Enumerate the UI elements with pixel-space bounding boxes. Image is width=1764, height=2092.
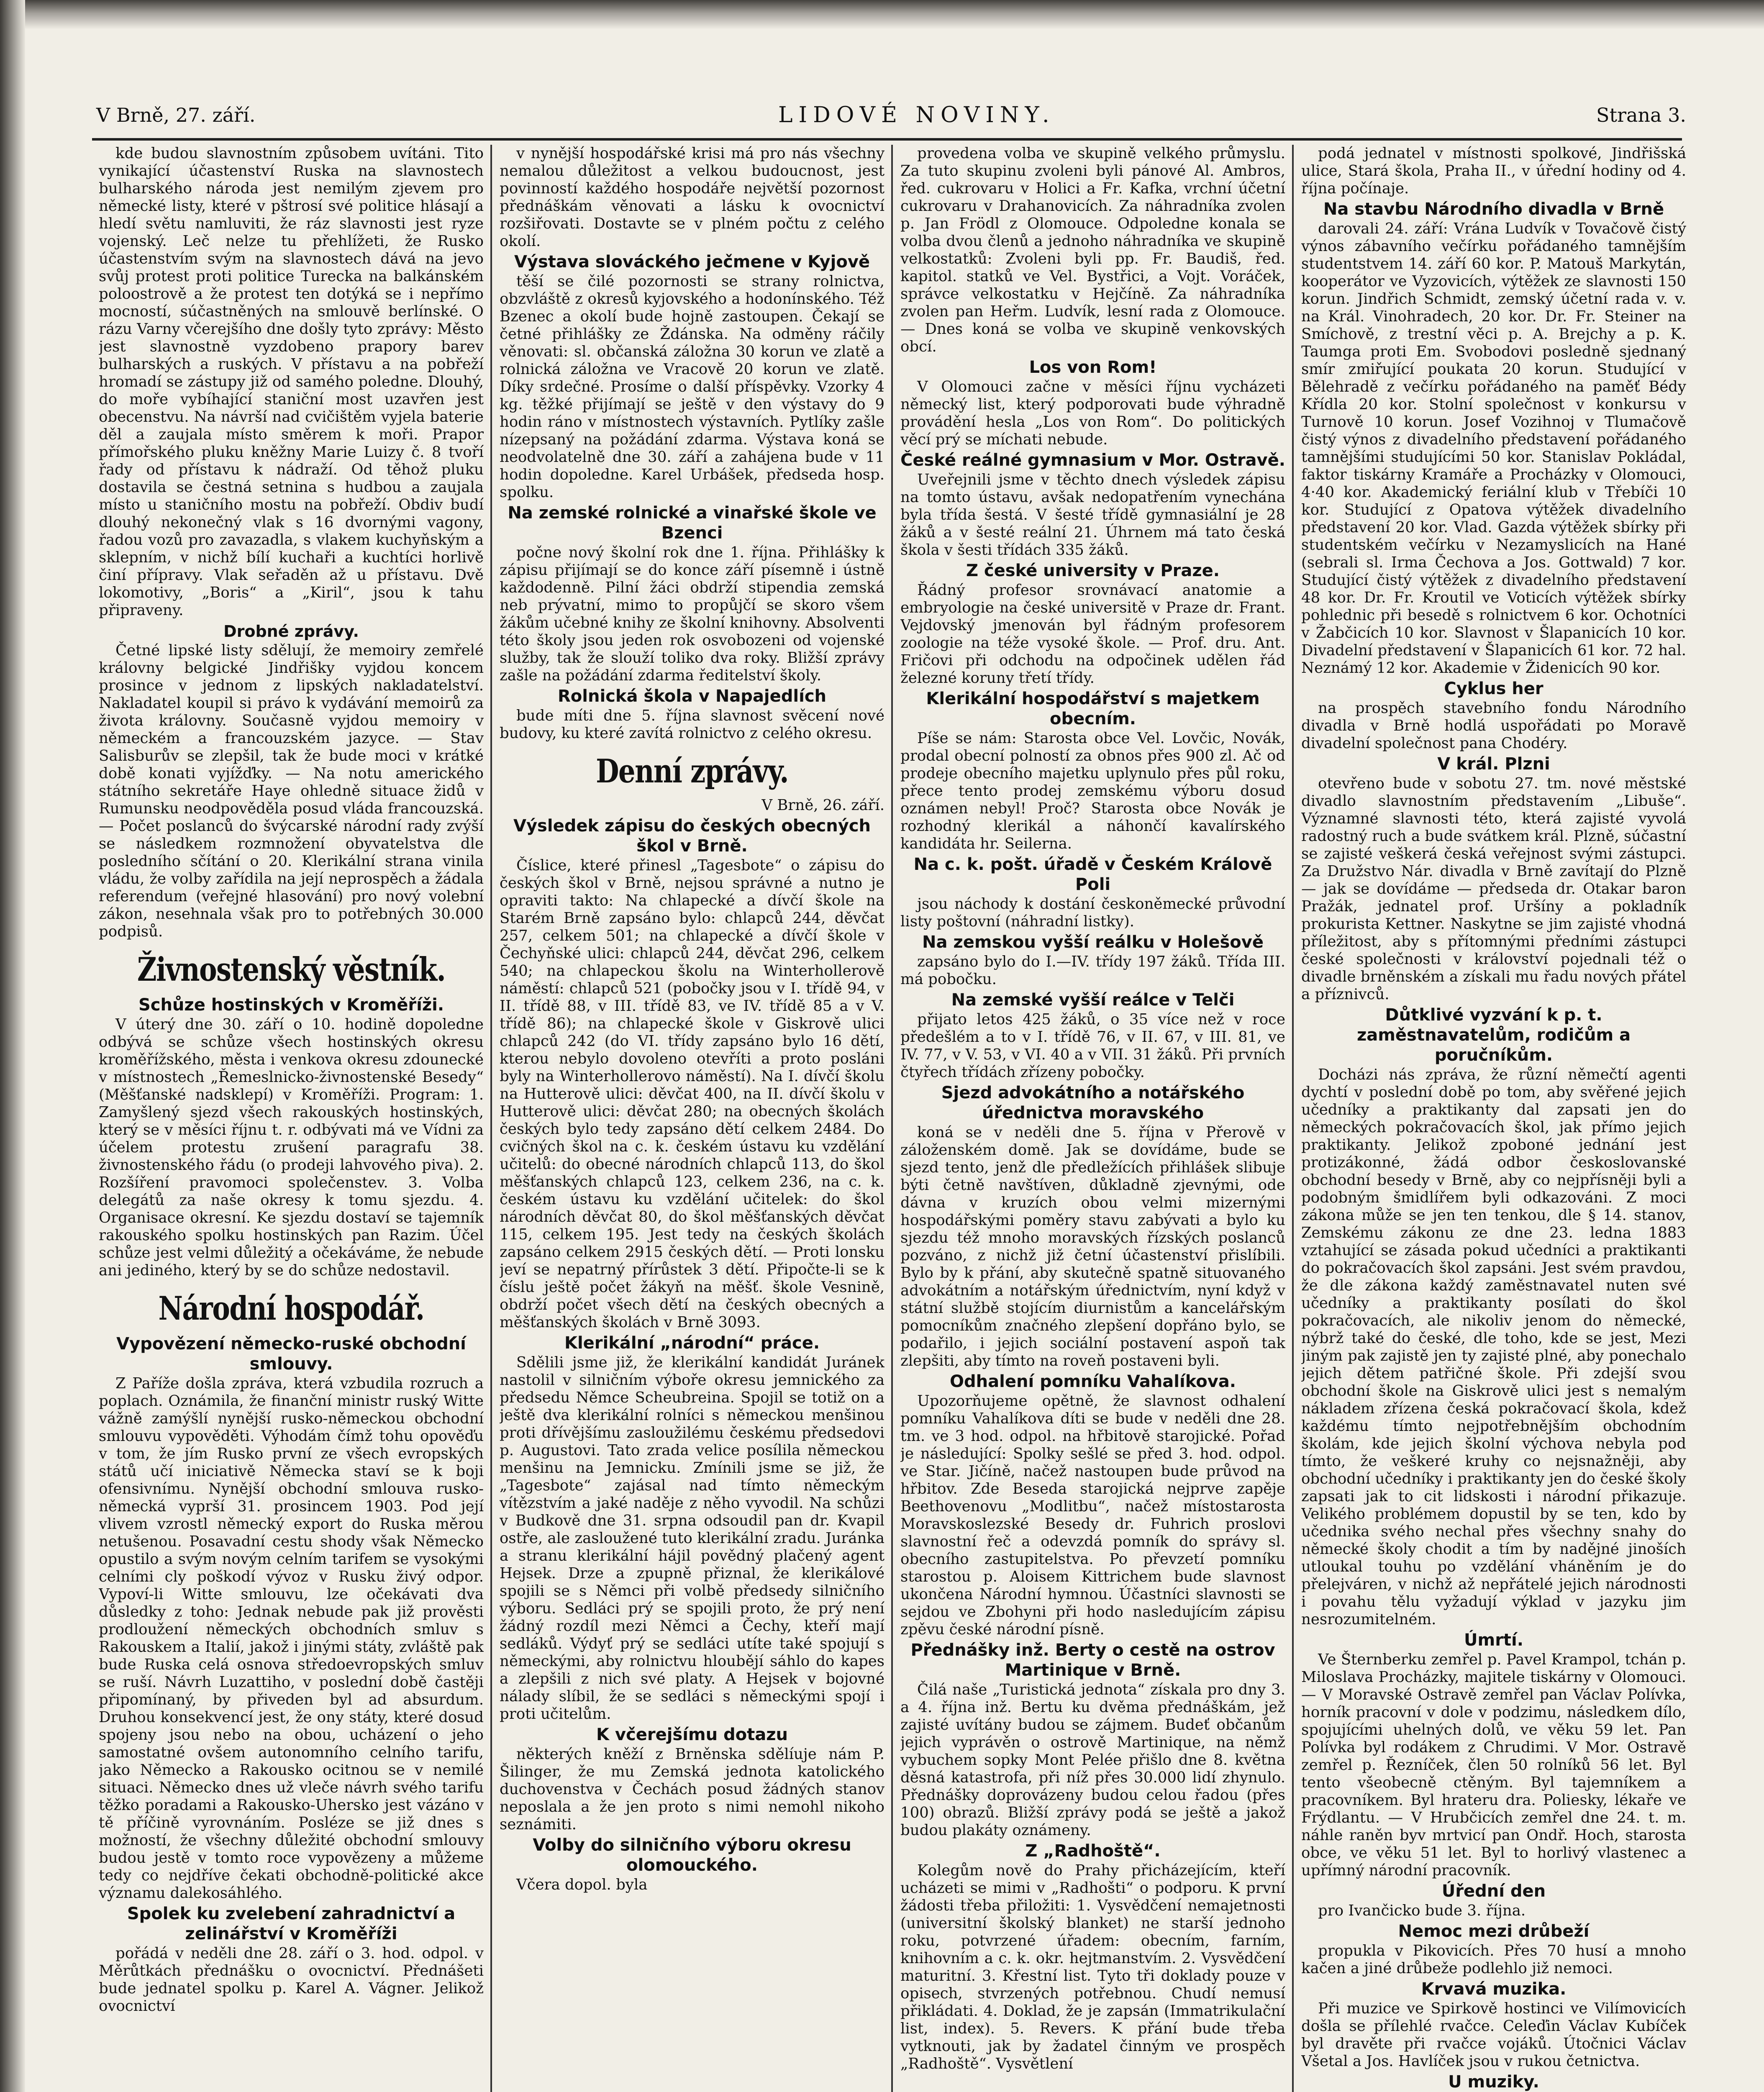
- column-1: [99, 145, 484, 2092]
- article-heading: Na c. k. pošt. úřadě v Českém Králově Poli: [913, 855, 1272, 894]
- article-paragraph: podá jednatel v místnosti spolkové, Jindřišská ulice, Stará škola, Praha II., v úřední hodiny od 4. října počínaje.: [1301, 145, 1686, 197]
- article-paragraph: provedena volba ve skupině velkého průmyslu. Za tuto skupinu zvoleni byli pánové Al. Ambros, řed. cukrovaru v Holici a Fr. Kafka, vrchní účetní cukrovaru v Drahanovicích. Za náhradníka zvolen p. Jan Frödl z Olomouce. Odpoledne konala se volba dvou členů a jednoho náhradníka ve skupině velkostatků: Zvoleni byli pp. Fr. Baudiš, řed. kapitol. statků ve Vel. Bystřici, a Vojt. Voráček, správce velkostatku v Hejčíně. Za náhradníka zvolen pan Heřm. Ludvík, lesní rada z Olomouce. — Dnes koná se volba ve skupině venkovských obcí.: [900, 145, 1285, 355]
- article-paragraph: V Olomouci začne v měsíci říjnu vycházeti německý list, který podporovati bude výhradně provádění hesla „Los von Rom“. Do politických věcí prý se míchati nebude.: [900, 378, 1285, 448]
- dateline: V Brně, 26. září.: [761, 797, 885, 814]
- article-paragraph: Uveřejnili jsme v těchto dnech výsledek zápisu na tomto ústavu, avšak nedopatřením vynechána byla třída šestá. V šesté třídě gymnasiální je 28 žáků a v šesté reální 21. Úhrnem má tato česká škola v šesti třídách 335 žáků.: [900, 471, 1285, 559]
- article-paragraph: Včera dopol. byla: [516, 1876, 648, 1893]
- header-rule: [92, 138, 1682, 141]
- article-heading: Sjezd advokátního a notářského úřednictva moravského: [941, 1083, 1245, 1123]
- article-paragraph: těší se čilé pozornosti se strany rolnictva, obzvláště z okresů kyjovského a hodonínského. Též Bzenec a okolí bude hojně zastoupen. Čekají se četné přihlášky ze Ždánska. Na odměny ráčily věnovati: sl. občanská záložna 30 korun ve zlatě a rolnická záložna ve Vracově 20 korun ve zlatě. Díky srdečné. Prosíme o další příspěvky. Vzorky 4 kg. těžké přijímají se ještě v den výstavy do 9 hodin ráno v místnostech výstavních. Pytlíky zašle nízepsaný na požádání zdarma. Výstava koná se neodvolatelně dne 30. září a zahájena bude v 11 hodin dopoledne. Karel Urbášek, předseda hosp. spolku.: [500, 273, 885, 501]
- article-paragraph: otevřeno bude v sobotu 27. tm. nové městské divadlo slavnostním představením „Libuše“. Významné slavnosti této, která zajisté vyvolá radostný ruch a bude svátkem král. Plzně, súčastní se zajisté veškerá česká veřejnost svými zástupci. Za Družstvo Nár. divadla v Brně zavítají do Plzně — jak se dovídáme — předseda dr. Otakar baron Pražák, jednatel prof. Uršíny a pokladník prokurista Kettner. Naskytne se jim zajisté vhodná příležitost, aby s přítomnými předními zástupci české společnosti v království pojednali též o divadle brněnském a získali mu řadu nových přátel a příznivců.: [1301, 775, 1686, 1003]
- article-paragraph: Docházi nás zpráva, že různí němečtí agenti dychtí v poslední době po tom, aby svěřené jejich učedníky a praktikanty dal zapsati jen do německých pokračovacích škol, jak přímo jejich praktikanty. Jelikož zpoboné jednání jest protizákonné, žádá odbor českoslovanské obchodní besedy v Brně, aby co nejpřísněji byli a podobným šmidlířem byli odkazováni. Z moci zákona může se jen ten tenkou, dle § 14. stanov, Zemskému zákonu ze dne 23. ledna 1883 vztahující se zásada pokud učedníci a praktikanti do pokračovacích škol zapsáni. Jest svém pravdou, že dle zákona každý zaměstnavatel nuten své učedníky a praktikanty posílati do škol pokračovacích, ale nikoliv jenom do německé, nýbrž také do české, dle toho, kde se jest, Mezi jiným pak zajistě jen ty zajisté plné, aby ponechalo jejich dětem patřičné škole. Při zdejší svou obchodní škole na Giskrově ulici jest s nemalým nákladem zřízena česká pokračovací škola, kdež každému tímto nejpotřebnějším obchodním školám, kde jejich školní výchova nebyla pod tímto, že veškeré kruhy co nejsnažněji, aby obchodní učedníky i praktikanty jen do české školy zapsati jak to cit lidskosti i národní přikazuje. Velikého problémem dopustil by se ten, kdo by učednika svého nechal přes všechny snahy do německé školy chodit a tím by nadějné jinoších utloukal touhu po vzdělání vháněním je do přelejváren, v nichž až nepřátelé jejich národnosti i povahu tělu vyžadují výklad v jazyku jim nesrozumitelném.: [1301, 1066, 1686, 1628]
- article-heading: Úřední den: [1441, 1882, 1546, 1901]
- article-heading: Klerikální „národní“ práce.: [564, 1333, 820, 1353]
- column-rule: [1292, 145, 1294, 2092]
- section-title: Denní zprávy.: [596, 752, 788, 790]
- article-heading: V král. Plzni: [1437, 754, 1550, 774]
- article-heading: Úmrtí.: [1464, 1631, 1523, 1650]
- article-heading: Z české university v Praze.: [966, 561, 1220, 580]
- article-paragraph: některých kněží z Brněnska sdělíuje nám P. Šilinger, že mu Zemská jednota katolického duchovenstva v Čechách posud žádných stanov neposlala a že jen proto s nimi nemohl nikoho seznámiti.: [500, 1746, 885, 1833]
- header-page-number: Strana 3.: [1596, 104, 1686, 126]
- article-heading: Volby do silničního výboru okresu olomouckého.: [533, 1836, 851, 1875]
- article-heading: Důtklivé vyzvání k p. t. zaměstnavatelům, rodičům a poručníkům.: [1356, 1005, 1631, 1065]
- article-heading: U muziky.: [1448, 2072, 1539, 2092]
- article-paragraph: Při muzice ve Spirkově hostinci ve Vilímovicích došla se přílehlé rvačce. Celeďin Václav Kubíček byl dravěte při rvačce vojáků. Útočnici Václav Všetal a Jos. Havlíček jsou v rukou četnictva.: [1301, 2000, 1686, 2070]
- article-paragraph: darovali 24. září: Vrána Ludvík v Tovačově čistý výnos zábavního večírku pořádaného tamnějším studentstvem 14. září 60 kor. P. Matouš Markytán, kooperátor ve Vyzovicích, výtěžek ze slavnosti 150 korun. Jindřich Schmidt, zemský účetní rada v. v. na Král. Vinohradech, 20 kor. Dr. Fr. Steiner na Smíchově, z trestní věci p. A. Brejchy a p. K. Taumga proti Em. Svobodovi posledně sjednaný smír zmiřující poukata 20 korun. Studující v Bělehradě z večírku pořádaného na paměť Bédy Křídla 20 kor. Stolní společnost v konkursu v Turnově 10 korun. Josef Vozihnoj v Tlumačově čistý výnos z divadelního představení pořádaného tamnějšími studujícími 50 kor. Stanislav Pokládal, faktor tiskárny Kramáře a Procházky v Olomouci, 4·40 kor. Akademický feriální klub v Třebíči 10 kor. Studující z Opatova výtěžek divadelního představení 20 kor. Vlad. Gazda výtěžek sbírky při studentském večírku v Nezamyslicích na Hané (sebrali sl. Irma Čechova a Jos. Gottwald) 7 kor. Studující čistý výtěžek z divadelního představení 48 kor. Dr. Fr. Kroutil ve Voticích výtěžek sbírky pohlednic při besedě s rolnictvem 6 kor. Ochotníci v Žabčicích 10 kor. Slavnost v Šlapanicích 10 kor. Divadelní představení v Šlapanicích 61 kor. 72 hal. Neznámý 12 kor. Akademie v Židenicích 90 kor.: [1301, 220, 1686, 677]
- column-2: [500, 145, 885, 2092]
- header-title: LIDOVÉ NOVINY.: [778, 103, 1055, 128]
- article-paragraph: pro Ivančicko bude 3. října.: [1318, 1902, 1526, 1919]
- article-heading: Los von Rom!: [1029, 358, 1157, 377]
- article-heading: Klerikální hospodářství s majetkem obecním.: [926, 689, 1260, 728]
- article-paragraph: přijato letos 425 žáků, o 35 více než v roce předešlém a to v I. třídě 76, v II. 67, v III. 81, ve IV. 77, v V. 53, v VI. 40 a v VII. 31 žáků. Při prvních čtyřech třídách zřízeny pobočky.: [900, 1011, 1285, 1081]
- header-date: V Brně, 27. září.: [96, 104, 256, 126]
- section-title: Živnostenský věstník.: [137, 951, 446, 989]
- article-heading: Krvavá muzika.: [1421, 1979, 1567, 1999]
- article-heading: Rolnická škola v Napajedlích: [557, 687, 827, 706]
- column-4: [1301, 145, 1686, 2092]
- article-paragraph: Řádný profesor srovnávací anatomie a embryologie na české universitě v Praze dr. Frant. Vejdovský jmenován byl řádným profesorem zoologie na téže vysoké škole. — Prof. dru. Ant. Fričovi při odchodu na odpočinek udělen řád železné koruny třetí třídy.: [900, 582, 1285, 687]
- section-heading: Drobné zprávy.: [223, 622, 359, 641]
- article-heading: Odhalení pomníku Vahalíkova.: [950, 1372, 1236, 1391]
- article-paragraph: koná se v neděli dne 5. října v Přerově v záloženském domě. Jak se dovídáme, bude se sjezd tento, jenž dle předležících přihlášek slibuje býti četně navštíven, důkladně zjevnými, ode dávna v kruzích obou velmi mizernými hospodářskými poměry stavu zabývati a bylo ku sjezdu též mnoho moravských řízských poslanců pozváno, z nichž již četní účastenství přislíbili. Bylo by k přání, aby skutečně spatně situovaného advokátním a notářským úřednictvím, nyní když v státní službě stojícím diurnistům a kancelářským pomocníkům značného zlepšení dopřáno bylo, se podařilo, i jejich sociální postavení aspoň tak zlepšiti, aby tímto na roveň postaveni byli.: [900, 1124, 1285, 1369]
- article-heading: Na zemské vyšší reálce v Telči: [951, 990, 1235, 1010]
- article-paragraph: pořádá v neděli dne 28. září o 3. hod. odpol. v Měrůtkách přednášku o ovocnictví. Přednášeti bude jednatel spolku p. Karel A. Vágner. Jelikož ovocnictví: [99, 1945, 484, 2015]
- article-heading: Na stavbu Národního divadla v Brně: [1323, 200, 1664, 219]
- running-header: [96, 96, 1686, 134]
- article-paragraph: počne nový školní rok dne 1. října. Přihlášky k zápisu přijímají se do konce září písemně i ústně každodenně. Pilní žáci obdrží stipendia zemská neb prývatní, mimo to propůjčí se skoro všem žákům učebné knihy ze školní knihovny. Absolventi této školy jsou jeden rok osvobozeni od vojenské služby, tak že slouží toliko dva roky. Bližší zprávy zašle na požádání zdarma ředitelství školy.: [500, 544, 885, 684]
- section-title: Národní hospodář.: [158, 1290, 424, 1328]
- article-heading: Z „Radhoště“.: [1025, 1841, 1161, 1861]
- article-heading: Schůze hostinských v Kroměříži.: [138, 995, 444, 1015]
- article-paragraph: Četné lipské listy sdělují, že memoiry zemřelé královny belgické Jindřišky vyjdou koncem prosince v jednom z lipských nakladatelství. Nakladatel koupil si právo k vydávání memoirů za života královny. Současně vyjdou memoiry v německém a francouzském jazyce. — Stav Salisburův se zlepšil, tak že bude moci v krátké době konati vyjížďky. — Na notu amerického státního sekretáře Haye ohledně situace židů v Rumunsku neodpověděla posud vláda francouzská. — Počet poslanců do švýcarské národní rady zvýší se následkem rozmnožení obyvatelstva dle posledního sčítání o 20. Klerikální strana vinila vládu, že volby zařídila na její neprospěch a žádala referendum (veřejné hlasování) pro nový volební zákon, nesehnala však pro to potřebných 30.000 podpisů.: [99, 642, 484, 940]
- article-heading: Nemoc mezi drůbeží: [1398, 1922, 1590, 1941]
- article-heading: České reálné gymnasium v Mor. Ostravě.: [900, 451, 1285, 470]
- article-paragraph: Kolegům nově do Prahy přicházejícím, kteří ucházeti se mimi v „Radhošti“ o podporu. K první žádosti třeba přiložiti: 1. Vysvědčení nemajetnosti (universitní školský blanket) ne starší jednoho roku, potvrzené úřadem: obecním, farním, knihovním a c. k. okr. hejtmanstvím. 2. Vysvědčení maturitní. 3. Křestní list. Tyto tři doklady pouze v opisech, stvrzených potřebnou. Chudí nemusí přikládati. 4. Doklad, že je zapsán (Immatrikulační list, index). 5. Revers. K přání bude třeba vytknouti, jak by žadatel činným ve prospěch „Radhoště“. Vysvětlení: [900, 1862, 1285, 2072]
- article-paragraph: Sdělili jsme již, že klerikální kandidát Juránek nastolil v silničním výboře okresu jemnického za předsedu Němce Scheubreina. Spojil se totiž on a ještě dva klerikální rolníci s německou menšinou proti dřívějšímu zasloužilému českému předsedovi p. Augustovi. Tato zrada velice posílila německou menšinu na Jemnicku. Zmínili jsme se již, že „Tagesbote“ zajásal nad tímto německým vítězstvím a jaké naděje z něho vyvodil. Na schůzi v Budkově dne 31. srpna odsoudil pan dr. Kvapil ostře, ale zasloužené tuto klerikální zradu. Juránka a stranu klerikální hájil povědný plačený agent Hejsek. Drze a zpupně přiznal, že klerikálové spojili se s Němci při volbě předsedy silničního výboru. Sedláci prý se spojili proto, že prý není žádný rozdíl mezi Němci a Čechy, kteří mají sedláků. Výdyť prý se sedláci utíte také spojují s německými, aby rolnictvu hloubějí sáhlo do kapes a zlepšili z nich své platy. A Hejsek v bojovné nálady slíbil, že se sedláci s německými spojí i proti učitelům.: [500, 1354, 885, 1723]
- column-3: [900, 145, 1285, 2092]
- article-paragraph: Píše se nám: Starosta obce Vel. Lovčic, Novák, prodal obecní polností za obnos přes 900 zl. Ač od prodeje obecního majetku uplynulo přes půl roku, přece tento prodej zemskému výboru dosud oznámen nebyl! Proč? Starosta obce Novák je rozhodný klerikál a náhončí kavalírského kandidáta hr. Seilerna.: [900, 730, 1285, 852]
- article-paragraph: Upozorňujeme opětně, že slavnost odhalení pomníku Vahalíkova díti se bude v neděli dne 28. tm. ve 3 hod. odpol. na hřbitově starojické. Pořad je následující: Spolky sešlé se před 3. hod. odpol. ve Star. Jičíně, načež nastoupen bude průvod na hřbitov. Zde Beseda starojická nejprve zapěje Beethovenovu „Modlitbu“, načež místostarosta Moravskoslezské Besedy dr. Fuhrich proslovi slavnostní řeč a odevzdá pomník do správy sl. obecního zastupitelstva. Po převzetí pomníku starostou p. Aloisem Kittrichem bude slavnost ukončena Národní hymnou. Účastníci slavnosti se sejdou ve Zbohyni při hodo nasledujícím zápisu zpěvu české národní písně.: [900, 1392, 1285, 1638]
- column-rule: [891, 145, 893, 2092]
- article-heading: Výsledek zápisu do českých obecných škol v Brně.: [513, 816, 871, 856]
- scan-top-edge: [0, 0, 1764, 29]
- article-paragraph: Ve Šternberku zemřel p. Pavel Krampol, tchán p. Miloslava Procházky, majitele tiskárny v Olomouci. — V Moravské Ostravě zemřel pan Václav Polívka, horník pracovní v dole v podzimu, následkem dílo, spojujícími uhelných dolů, ve věku 59 let. Pan Polívka byl rodákem z Chrudimi. V Mor. Ostravě zemřel p. Řezníček, člen 50 rolníků 56 let. Byl tento všeobecně ctěným. Byl tajemníkem a pracovníkem. Byl hrateru dra. Poliesky, lékaře ve Frýdlantu. — V Hrubčicích zemřel dne 24. t. m. náhle raněn byv mrtvicí pan Ondř. Hoch, starosta obce, ve věku 51 let. Byl to horlivý vlastenec a upřímný národní pracovník.: [1301, 1651, 1686, 1879]
- article-paragraph: Z Paříže došla zpráva, která vzbudila rozruch a poplach. Oznámila, že finanční ministr ruský Witte vážně zamýšlí nynější rusko-německou obchodní smlouvu vypověděti. Výhodám čímž tohu opověďu v tom, že jím Rusko první ze všech evropských států učí iniciativě Německa staví se k boji ofensivnímu. Nynější obchodní smlouva rusko-německá vyprší 31. prosincem 1903. Pod její vlivem vzrostl německý export do Ruska měrou netušenou. Posavadní cestu shody však Německo opustilo a svým novým celním tarifem se vysokými celními cly poškodí vývoz v Rusku živý odpor. Vypoví-li Witte smlouvu, lze očekávati dva důsledky z toho: Jednak nebude pak již prověsti prodloužení německých obchodních smluv s Rakouskem a Italií, jakož i jinými státy, zvláště pak bude Ruska celá osnova středoevropských smluv se ruší. Návrh Luzattiho, v poslední době častěji připomínaný, by přiveden byl ad absurdum. Druhou konsekvencí jest, že ony státy, které dosud spojeny jsou nebo na obou, ucházení o jeho samostatné ovšem autonomního celního tarifu, jako Německo a Rakousko ocitnou se v nemilé situaci. Německo dnes už vleče návrh svého tarifu těžko poradami a Rakousko-Uhersko jest vázáno v tě příčině vyrovnáním. Posléze se již dnes s možností, že všechny důležité obchodní smlouvy budou jestě v tomto roce vypovězeny a můžeme tedy co nejdříve čekati obchodně-politické akce významu dalekosáhlého.: [99, 1375, 484, 1902]
- article-heading: Na zemské rolnické a vinařské škole ve Bzenci: [508, 503, 877, 543]
- article-paragraph: V úterý dne 30. září o 10. hodině dopoledne odbývá se schůze všech hostinských okresu kroměřížského, města i venkova okresu zdounecké v místnostech „Řemeslnicko-živnostenské Besedy“ (Měšťanské nadsklepí) v Kroměříži. Program: 1. Zamyšlený sjezd všech rakouských hostinských, který se v měsíci říjnu t. r. odbývati má ve Vídni za účelem protestu zrušení paragrafu 38. živnostenského řádu (o prodeji lahvového piva). 2. Rozšíření pravomoci společenstev. 3. Volba delegátů za naše okresy k tomu sjezdu. 4. Organisace okresní. Ke sjezdu dostaví se tajemník rakouského spolku hostinských pan Razim. Účel schůze jest velmi důležitý a očekáváme, že nebude ani jediného, který by se do schůze nedostavil.: [99, 1016, 484, 1279]
- article-paragraph: propukla v Pikovicích. Přes 70 husí a mnoho kačen a jiné drůbeže podlehlo již nemoci.: [1301, 1942, 1686, 1977]
- article-heading: Výstava slováckého ječmene v Kyjově: [514, 252, 870, 272]
- article-paragraph: bude míti dne 5. října slavnost svěcení nové budovy, ku které zavítá rolnictvo z celého okresu.: [500, 707, 885, 742]
- article-paragraph: zapsáno bylo do I.—IV. třídy 197 žáků. Třída III. má pobočku.: [900, 953, 1285, 988]
- article-paragraph: na prospěch stavebního fondu Národního divadla v Brně hodlá uspořádati po Moravě divadelní společnost pana Chodéry.: [1301, 700, 1686, 752]
- article-heading: Cyklus her: [1444, 679, 1544, 698]
- column-rule: [490, 145, 492, 2092]
- article-paragraph: jsou náchody k dostání českoněmecké průvodní listy poštovní (náhradní listky).: [900, 895, 1285, 930]
- article-paragraph: Číslice, které přinesl „Tagesbote“ o zápisu do českých škol v Brně, nejsou správné a nutno je opraviti takto: Na chlapecké a dívčí škole na Starém Brně zapsáno bylo: chlapců 244, děvčat 257, celkem 501; na chlapecké a dívčí škole v Čechyňské ulici: chlapců 244, děvčat 296, celkem 540; na chlapeckou školu na Winterhollerově náměstí: chlapců 521 (pobočky jsou v I. třídě 94, v II. třídě 88, v III. třídě 83, ve IV. třídě 85 a v V. třídě 86); na chlapecké škole v Giskrově ulici chlapců 242 (do VI. třídy zapsáno bylo 16 dětí, kterou nebylo dovoleno otevříti a proto posláni byly na Winterhollerovo náměstí). Na I. dívčí školu na Hutterově ulici: děvčat 400, na II. dívčí školu v Hutterově ulici: děvčat 280; na obecných školách českých bylo tedy zapsáno dětí celkem 2484. Do cvičných škol na c. k. českém ústavu ku vzdělání učitelů: do obecné národních chlapců 113, do škol měšťanských chlapců 123, celkem 236, na c. k. českém ústavu ku vzdělání učitelek: do škol národních děvčat 80, do škol měšťanských děvčat 115, celkem 195. Jest tedy na českých školách zapsáno celkem 2915 českých dětí. — Proti lonsku jeví se nepatrný přírůstek 3 dětí. Připočte-li se k číslu ještě počet žákyň na měšť. škole Vesnině, obdrží počet všech dětí na českých obecných a měšťanských školách v Brně 3093.: [500, 857, 885, 1331]
- article-paragraph: kde budou slavnostním způsobem uvítáni. Tito vynikající účastenství Ruska na slavnostech bulharského národa jest nemilým zjevem pro německé listy, které v pštrosí své politice hlásají a hledí světu namluviti, že ráz slavnosti jest ryze vojenský. Leč nelze tu přehlížeti, že Rusko účastenstvím svým na slavnostech dává na jevo svůj protest proti politice Turecka na balkánském poloostrově a že protest ten dotýká se i nepřímo mocností, súčastněných na smlouvě berlínské. O rázu Varny včerejšího dne došly tyto zprávy: Město jest slavnostně vyzdobeno prapory barev bulharských a ruských. V přístavu a na pobřeží hromadí se zástupy již od samého poledne. Dlouhý, do moře vybíhající staniční most uzavřen jest obecenstvu. Na návrší nad cvičištěm vyjela baterie děl a zaujala místo směrem k moři. Prapor přímořského pluku kněžny Marie Luizy č. 8 tvoří řady od přístavu k nádraží. Od těhož pluku dostavila se čestná setnina s hudbou a zaujala místo u staničního mostu na pobřeží. Obdiv budí dlouhý nekonečný vlak s 16 dvornými vagony, řadou vozů pro zavazadla, s vlakem kuchyňským a sklepním, v nichž bílí kuchaři a kuchtíci horlivě činí přípravy. Vlak seřaděn až u přístavu. Dvě lokomotivy, „Boris“ a „Kiril“, jsou k tahu připraveny.: [99, 145, 484, 619]
- article-heading: Na zemskou vyšší reálku v Holešově: [922, 933, 1264, 952]
- article-heading: Vypovězení německo-ruské obchodní smlouvy.: [116, 1334, 466, 1374]
- article-heading: Spolek ku zvelebení zahradnictví a zelinářství v Kroměříži: [127, 1904, 456, 1943]
- article-paragraph: v nynější hospodářské krisi má pro nás všechny nemalou důležitost a velkou budoucnost, jest povinností každého hospodáře největší pozornost přednáškám věnovati a lásku k ovocnictví rozšiřovati. Dostavte se v plném počtu z celého okolí.: [500, 145, 885, 250]
- article-paragraph: Čilá naše „Turistická jednota“ získala pro dny 3. a 4. října inž. Bertu ku dvěma přednáškám, jež zajisté uvítány budou se zájmem. Budeť občanům jejich vyprávěn o ostrově Martinique, na němž vybuchem sopky Mont Pelée přišlo dne 8. května děsná katastrofa, při níž přes 30.000 lidí zhynulo. Přednášky doprovázeny budou celou řadou (přes 100) obrazů. Bližší zprávy podá se ještě a jakož budou plakáty oznámeny.: [900, 1681, 1285, 1839]
- scan-left-edge: [0, 0, 25, 2092]
- article-heading: K včerejšímu dotazu: [596, 1725, 788, 1744]
- article-heading: Přednášky inž. Berty o cestě na ostrov Martinique v Brně.: [910, 1641, 1275, 1680]
